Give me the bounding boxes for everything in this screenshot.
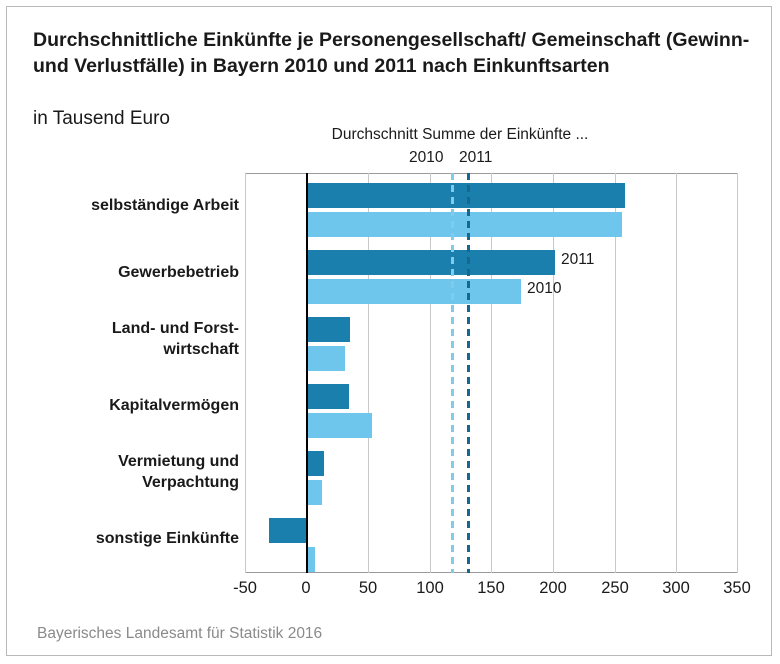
reference-line-2010 [451,173,454,573]
average-year-2010-label: 2010 [409,149,444,166]
gridline-300 [676,173,677,573]
zero-axis-line [306,173,308,573]
xtick-350: 350 [723,579,751,597]
average-year-2011-label: 2011 [459,149,493,166]
bar-land-und-forstwirtschaft-2010 [307,346,345,371]
category-label-line-1: Land- und Forst- [111,320,239,337]
bar-gewerbebetrieb-2010 [307,279,521,304]
bar-annotation-2010: 2010 [527,280,562,297]
source-note: Bayerisches Landesamt für Statistik 2016 [37,625,323,642]
bar-land-und-forstwirtschaft-2011 [307,317,350,342]
category-label-kapitalvermoegen: Kapitalvermögen [109,397,239,414]
xtick-100: 100 [416,579,444,597]
xtick--50: -50 [233,579,257,597]
xtick-250: 250 [601,579,629,597]
bar-sonstige-einkuenfte-2011 [269,518,307,543]
bar-vermietung-und-verpachtung-2010 [307,480,322,505]
category-label-vermietung-und-verpachtung [17,451,239,493]
xtick-50: 50 [358,579,378,597]
page-title: Durchschnittliche Einkünfte je Personengesellschaft/ Gemeinschaft (Gewinn- und Verlustfälle) in Bayern 2010 und 2011 nach Einkunftsarten [33,29,750,77]
category-label-gewerbebetrieb: Gewerbebetrieb [118,264,239,281]
bar-gewerbebetrieb-2011 [307,250,555,275]
chart-frame [6,6,772,656]
chart-subtitle: in Tausend Euro [33,108,170,129]
x-axis-tick-labels [233,579,751,603]
category-label-line-2: Verpachtung [142,474,239,491]
xtick-200: 200 [539,579,567,597]
reference-line-2011 [467,173,470,573]
bar-selbstaendige-arbeit-2010 [307,212,622,237]
xtick-150: 150 [477,579,505,597]
bar-sonstige-einkuenfte-2010 [307,547,315,572]
bar-annotation-2011: 2011 [561,251,595,268]
category-label-sonstige-einkuenfte: sonstige Einkünfte [95,530,239,547]
bar-kapitalvermoegen-2010 [307,413,372,438]
xtick-0: 0 [301,579,311,597]
category-label-land-und-forstwirtschaft [17,318,239,360]
xtick-300: 300 [662,579,690,597]
bar-selbstaendige-arbeit-2011 [307,183,625,208]
bar-kapitalvermoegen-2011 [307,384,349,409]
plot-area [245,173,738,573]
category-label-line-2: wirtschaft [163,341,239,358]
average-caption: Durchschnitt Summe der Einkünfte ... [331,126,589,143]
category-label-selbstaendige-arbeit: selbständige Arbeit [91,197,239,214]
bar-vermietung-und-verpachtung-2011 [307,451,324,476]
category-label-line-1: Vermietung und [118,453,239,470]
category-axis-labels [7,173,239,573]
gridline-350 [737,173,738,573]
gridline--50 [245,173,246,573]
